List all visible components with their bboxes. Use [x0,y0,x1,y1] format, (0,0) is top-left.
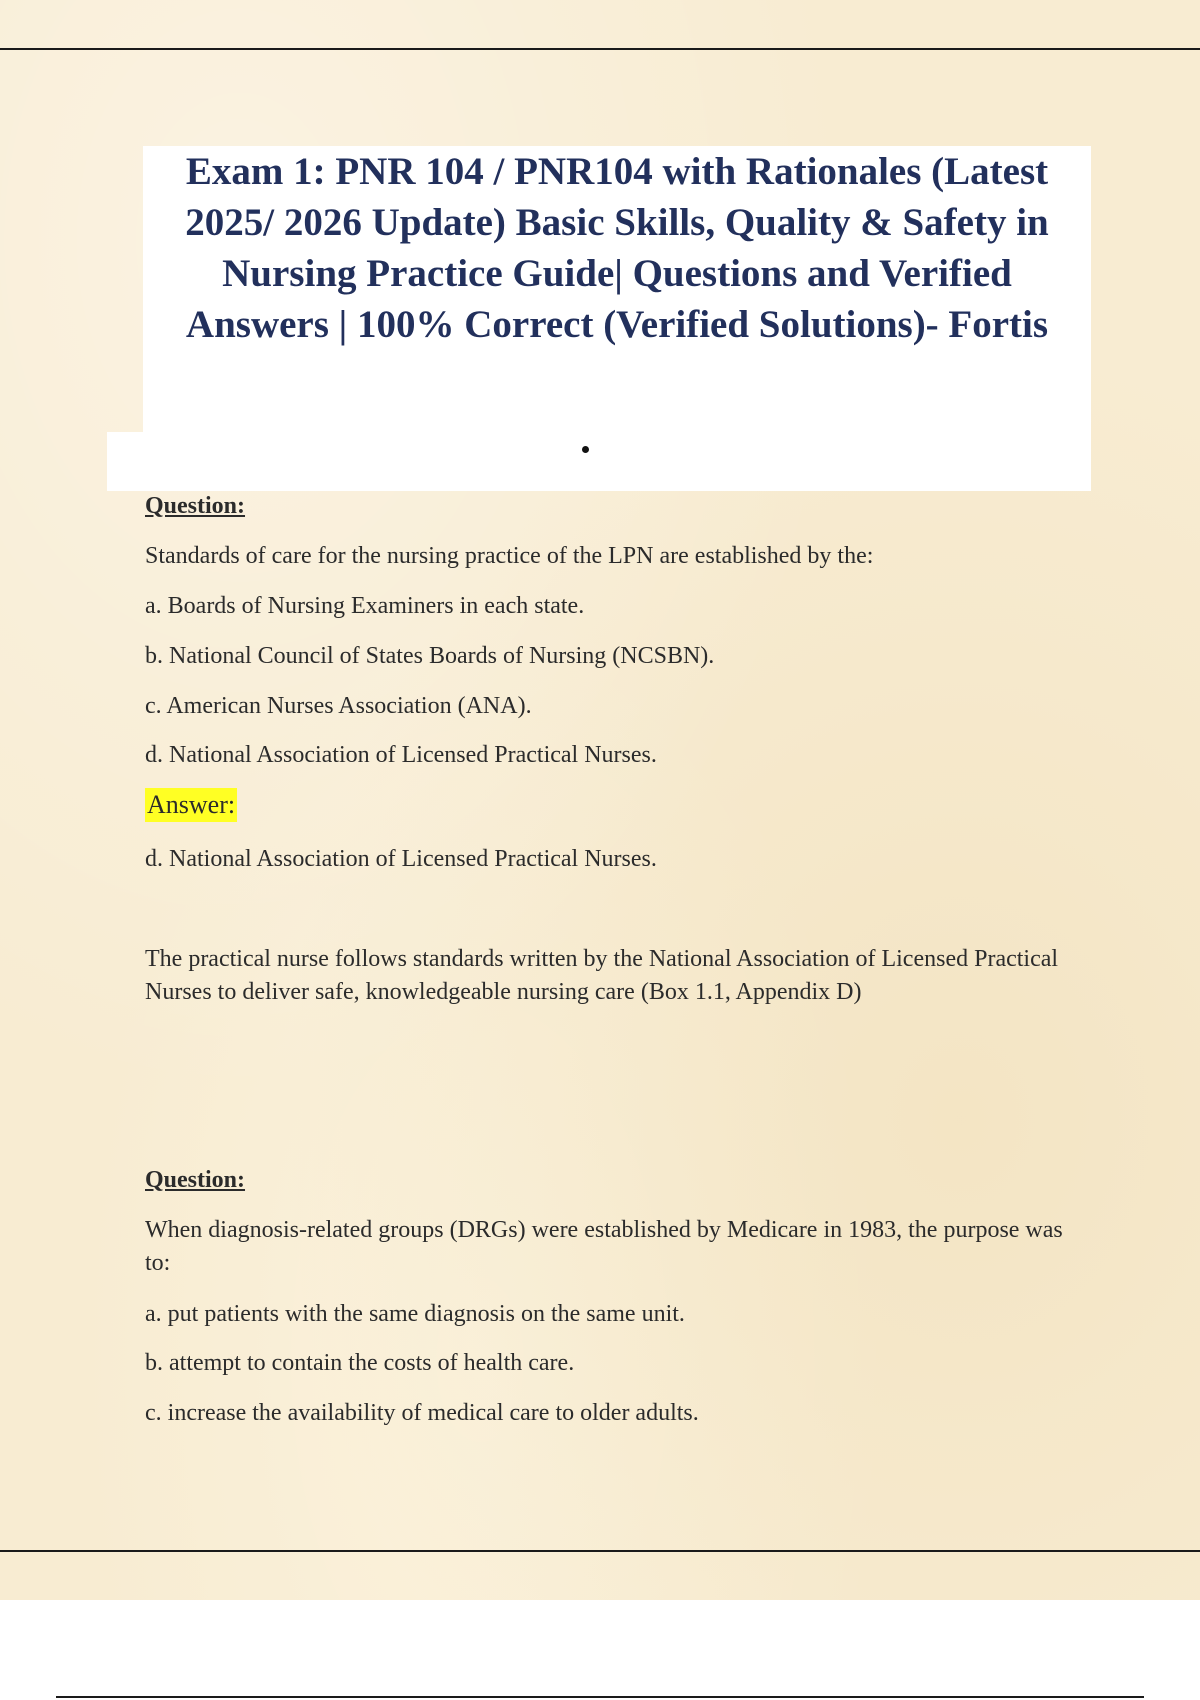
question-1-text: Standards of care for the nursing practice of the LPN are established by the: [145,543,874,569]
question-1-option-c: c. American Nurses Association (ANA). [145,693,532,719]
answer-1-row [145,788,1075,823]
footer-divider [56,1696,1144,1698]
question-label [145,490,1075,523]
question-2-label: Question: [145,1167,246,1193]
question-2-row [145,1164,1075,1197]
question-1-label: Question: [145,493,246,519]
top-divider [0,48,1200,50]
answer-1-text: d. National Association of Licensed Practical Nurses. [145,846,657,872]
rationale-1-text: The practical nurse follows standards written by the National Association of Licensed Practical Nurses to deliver safe, knowledgeable nursing care (Box 1.1, Appendix D) [145,946,1059,1005]
answer-1-label: Answer: [145,788,237,822]
question-1-option-d: d. National Association of Licensed Practical Nurses. [145,742,657,768]
question-2-text: When diagnosis-related groups (DRGs) were established by Medicare in 1983, the purpose was to: [145,1217,1063,1276]
page-title: Exam 1: PNR 104 / PNR104 with Rationales (Latest 2025/ 2026 Update) Basic Skills, Quality & Safety in Nursing Practice Guide| Questions and Verified Answers | 100% Correct (Verified Solutions)- Fortis [185,150,1049,346]
title-panel-notch [107,432,147,491]
bottom-divider [0,1550,1200,1552]
question-2-option-a: a. put patients with the same diagnosis on the same unit. [145,1301,685,1327]
question-1-option-a: a. Boards of Nursing Examiners in each state. [145,593,585,619]
question-2-option-b: b. attempt to contain the costs of health care. [145,1350,575,1376]
question-2-option-c: c. increase the availability of medical care to older adults. [145,1400,699,1426]
question-1-option-b: b. National Council of States Boards of Nursing (NCSBN). [145,643,715,669]
bullet-dot [582,446,589,453]
